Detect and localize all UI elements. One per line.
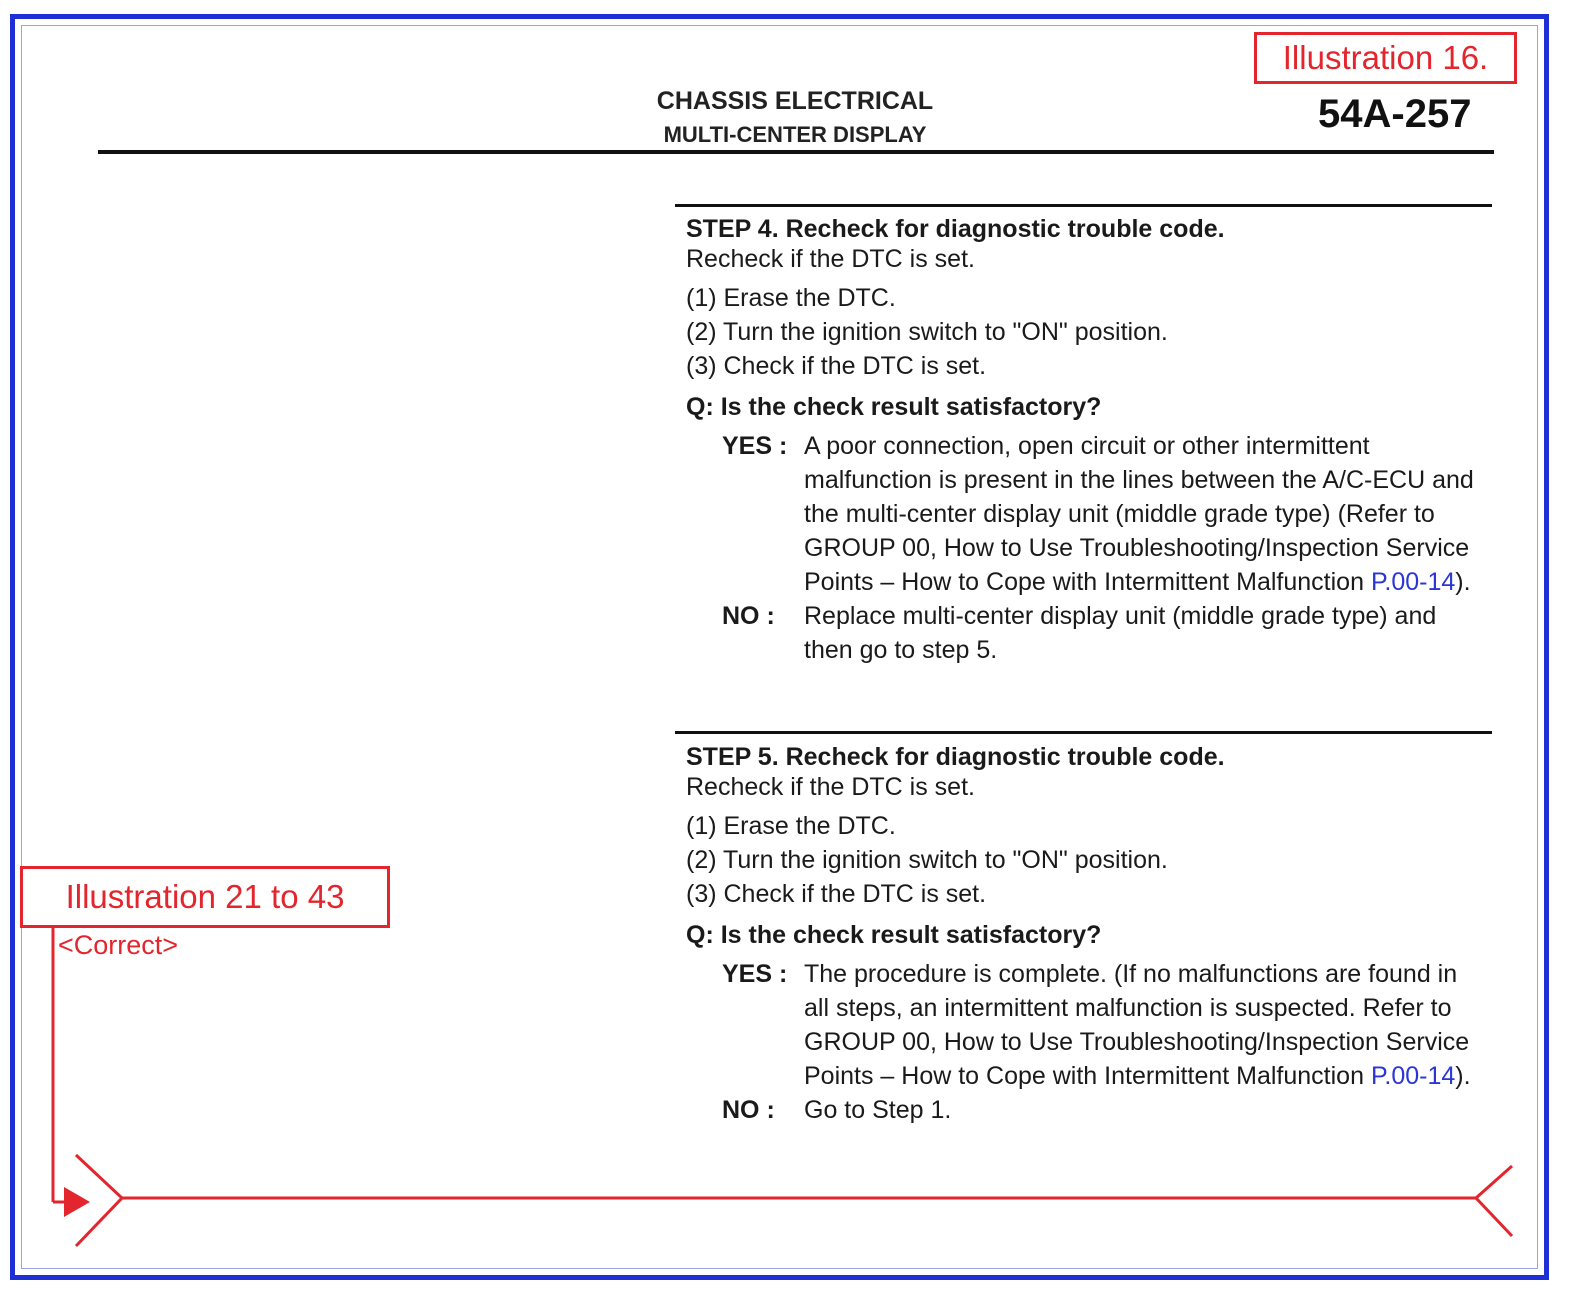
flow-right-chevron-icon	[1476, 1166, 1512, 1236]
no-label: NO :	[722, 1096, 775, 1124]
yes-label: YES :	[722, 432, 788, 460]
step5-item-2: (2) Turn the ignition switch to "ON" position.	[686, 846, 1168, 874]
step5-item-1: (1) Erase the DTC.	[686, 812, 896, 840]
step4-item-2: (2) Turn the ignition switch to "ON" position.	[686, 318, 1168, 346]
step5-yes-body: The procedure is complete. (If no malfunctions are found in all steps, an intermittent malfunction is suspected. Refer to GROUP 00, How to Use Troubleshooting/Inspection Service Points – How to Cope with Intermittent Malfunction	[804, 960, 1470, 1090]
step5-item-3: (3) Check if the DTC is set.	[686, 880, 987, 908]
illustration-16-callout: Illustration 16.	[1254, 32, 1517, 84]
step4-question: Q: Is the check result satisfactory?	[686, 393, 1102, 421]
step5-title: STEP 5. Recheck for diagnostic trouble code.	[686, 743, 1225, 771]
correct-label: <Correct>	[58, 930, 179, 960]
illustration-21-43-callout: Illustration 21 to 43	[20, 866, 390, 928]
step5-ref-link[interactable]: P.00-14	[1370, 1062, 1456, 1090]
step5-question: Q: Is the check result satisfactory?	[686, 921, 1102, 949]
flow-arrow-icon	[64, 1187, 90, 1217]
section-title: CHASSIS ELECTRICAL	[656, 87, 934, 115]
section-subtitle: MULTI-CENTER DISPLAY	[663, 122, 927, 147]
step4-yes-end: ).	[1455, 568, 1471, 596]
step4-item-3: (3) Check if the DTC is set.	[686, 352, 987, 380]
step4-ref-link[interactable]: P.00-14	[1370, 568, 1456, 596]
step5-yes-end: ).	[1455, 1062, 1471, 1090]
step4-yes-body: A poor connection, open circuit or other intermittent malfunction is present in the lines between the A/C-ECU and the multi-center display unit (middle grade type) (Refer to GROUP 00, How to Use Troubleshooting/Inspection Service Points – How to Cope with Intermittent Malfunction	[804, 432, 1474, 596]
step5-description: Recheck if the DTC is set.	[686, 773, 975, 801]
step4-item-1: (1) Erase the DTC.	[686, 284, 896, 312]
no-label: NO :	[722, 602, 775, 630]
step4-no-text: Replace multi-center display unit (middle grade type) and then go to step 5.	[804, 602, 1437, 664]
step4-description: Recheck if the DTC is set.	[686, 245, 975, 273]
step5-no-text: Go to Step 1.	[804, 1096, 952, 1124]
page-number: 54A-257	[1318, 92, 1472, 136]
step4-title: STEP 4. Recheck for diagnostic trouble code.	[686, 215, 1225, 243]
yes-label: YES :	[722, 960, 788, 988]
